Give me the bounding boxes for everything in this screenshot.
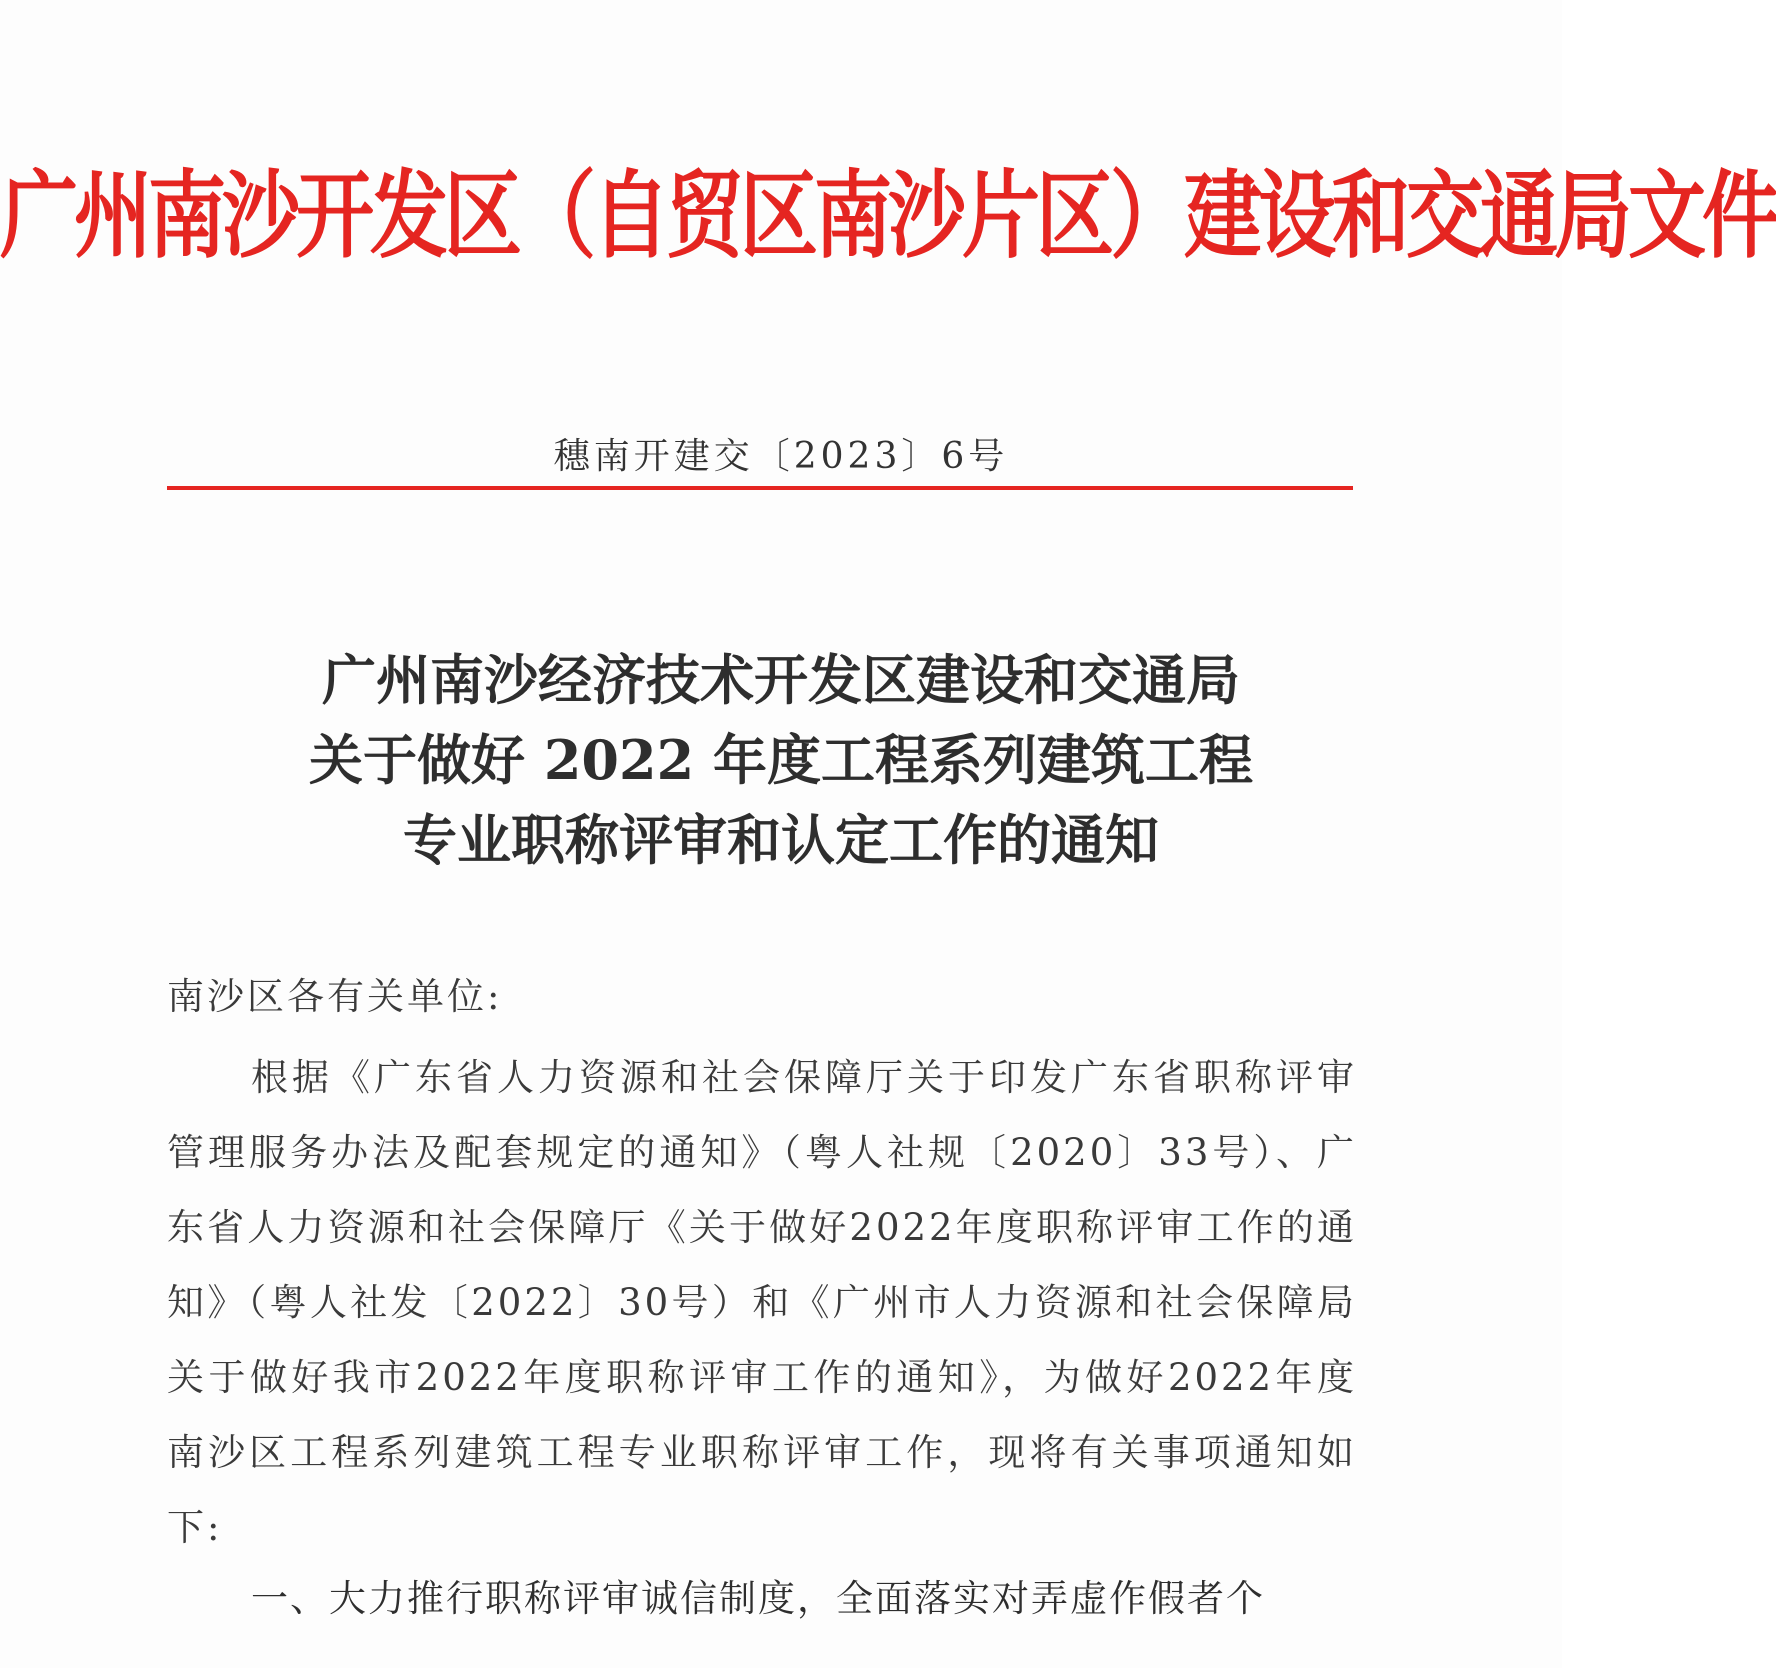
title-line-2: 关于做好 2022 年度工程系列建筑工程: [309, 728, 1253, 792]
title-line-3: 专业职称评审和认定工作的通知: [403, 808, 1159, 872]
document-number: 穗南开建交〔2023〕6号: [553, 436, 1009, 477]
section-heading-1: 一、大力推行职称评审诚信制度，全面落实对弄虚作假者个: [251, 1577, 1265, 1620]
header-divider: [167, 486, 1353, 490]
body-paragraph: 根据《广东省人力资源和社会保障厅关于印发广东省职称评审管理服务办法及配套规定的通知》（粤人社规〔2020〕33号）、广东省人力资源和社会保障厅《关于做好2022年度职称评审工作的通知》（粤人社发〔2022〕30号）和《广州市人力资源和社会保障局关于做好我市2022年度职称评审工作的通知》，为做好2022年度南沙区工程系列建筑工程专业职称评审工作，现将有关事项通知如下:: [167, 1056, 1357, 1549]
salutation: 南沙区各有关单位:: [167, 975, 503, 1018]
issuer-header: 广州南沙开发区（自贸区南沙片区）建设和交通局文件: [0, 161, 1776, 272]
title-line-1: 广州南沙经济技术开发区建设和交通局: [322, 648, 1240, 712]
document-title: [0, 640, 1562, 880]
